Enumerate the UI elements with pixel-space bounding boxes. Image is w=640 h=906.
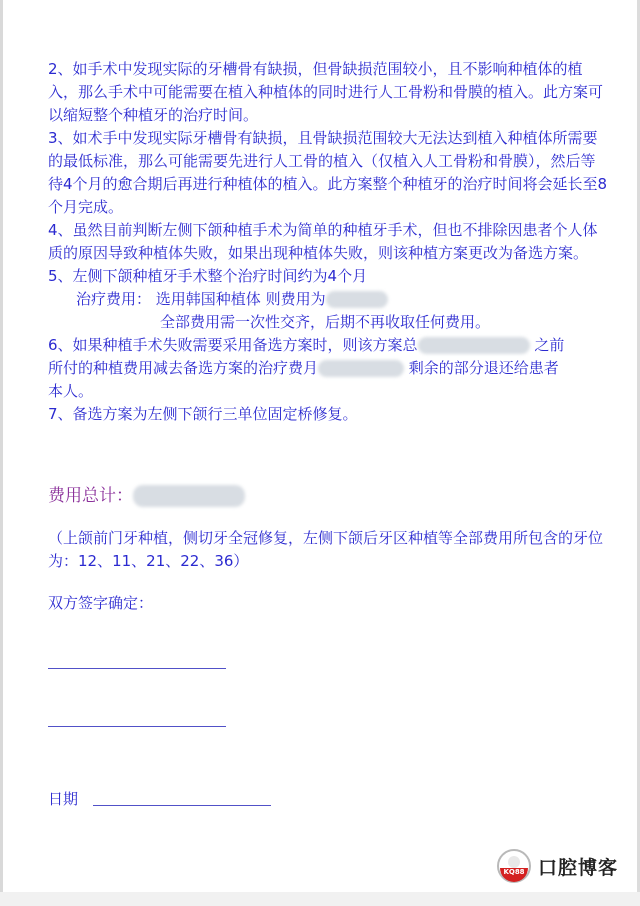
redacted-total-amount <box>133 485 245 507</box>
total-label: 费用总计： <box>48 486 133 506</box>
watermark <box>496 848 618 884</box>
total-cost-row <box>48 483 245 509</box>
item-5: 5、左侧下颌种植牙手术整个治疗时间约为4个月 <box>48 267 368 285</box>
redacted-alt-fee <box>318 360 404 377</box>
plan-details <box>48 58 608 426</box>
signature-line-2[interactable] <box>48 726 226 727</box>
tooth-position-note: （上颌前门牙种植，侧切牙全冠修复，左侧下颌后牙区种植等全部费用所包含的牙位为：12、11、21、22、36） <box>48 529 604 570</box>
item-6-line2b: 剩余的部分退还给患者 <box>408 359 559 377</box>
date-label: 日期 <box>48 790 79 808</box>
item-3: 3、如术手中发现实际牙槽骨有缺损，且骨缺损范围较大无法达到植入种植体所需要的最低标准，那么可能需要先进行人工骨的植入（仅植入人工骨粉和骨膜），然后等待4个月的愈合期后再进行种植体的植入。此方案整个种植牙的治疗时间将会延长至8个月完成。 <box>48 129 608 216</box>
watermark-brand: 口腔博客 <box>537 856 618 879</box>
item-2: 2、如手术中发现实际的牙槽骨有缺损，但骨缺损范围较小，且不影响种植体的植入，那么手术中可能需要在植入种植体的同时进行人工骨粉和骨膜的植入。此方案可以缩短整个种植牙的治疗时间。 <box>48 60 604 124</box>
fee-text: 选用韩国种植体 则费用为 <box>155 290 326 308</box>
item-7: 7、备选方案为左侧下颌行三单位固定桥修复。 <box>48 405 358 423</box>
item-6-part2: 之前 <box>534 336 565 354</box>
signature-line-1[interactable] <box>48 668 226 669</box>
page-left-edge <box>0 0 3 906</box>
item-6-part1: 6、如果种植手术失败需要采用备选方案时，则该方案总 <box>48 336 418 354</box>
fee-line <box>48 288 608 311</box>
item-6-line2a: 所付的种植费用减去备选方案的治疗费月 <box>48 359 319 377</box>
item-6-line3: 本人。 <box>48 382 94 400</box>
redacted-fee-amount <box>326 291 388 308</box>
svg-text:KQ88: KQ88 <box>503 868 525 876</box>
fee-payment-note: 全部费用需一次性交齐，后期不再收取任何费用。 <box>160 313 491 331</box>
signature-title: 双方签字确定： <box>48 594 154 612</box>
kq88-logo-icon <box>496 848 532 884</box>
fee-label: 治疗费用： <box>76 290 152 308</box>
item-4: 4、虽然目前判断左侧下颌种植手术为简单的种植牙手术，但也不排除因患者个人体质的原因导致种植体失败，如果出现种植体失败，则该种植方案更改为备选方案。 <box>48 221 598 262</box>
page-bottom-edge <box>0 892 640 906</box>
date-line[interactable] <box>93 805 271 806</box>
redacted-total-alt <box>418 337 530 354</box>
item-6 <box>48 334 608 403</box>
